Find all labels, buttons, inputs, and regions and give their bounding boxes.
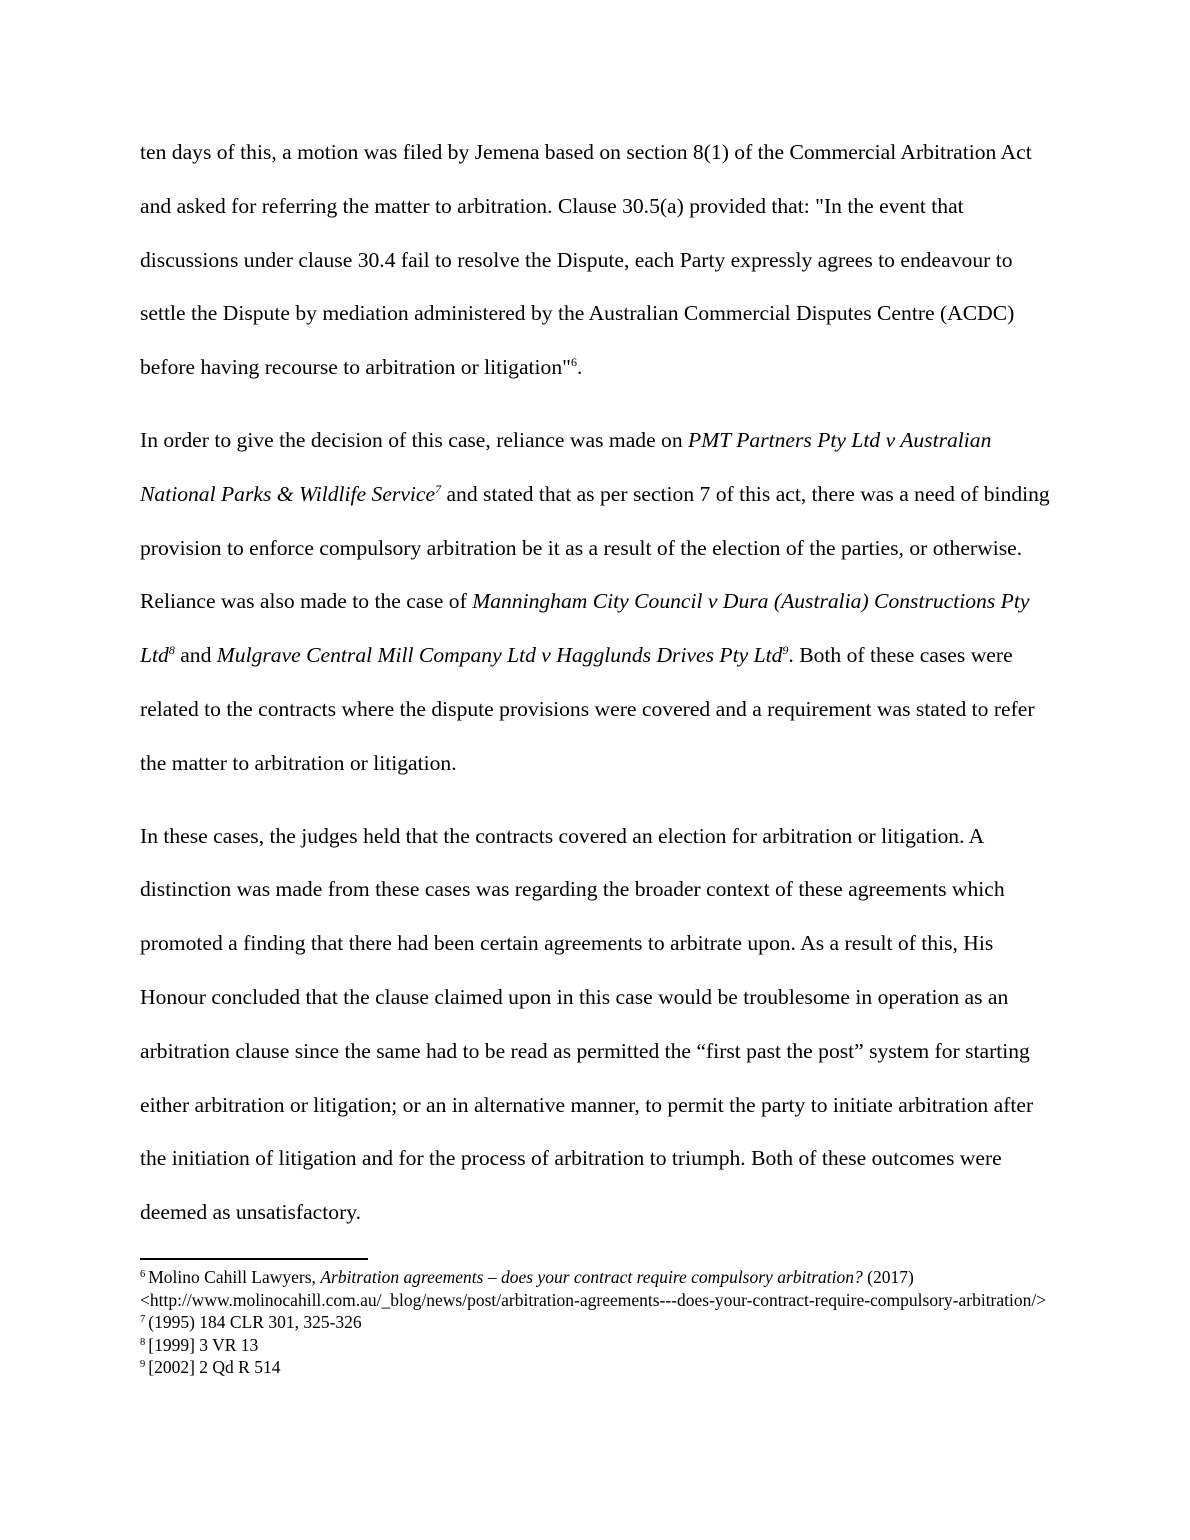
paragraph-text: . Both of these cases were related to the contracts where the dispute provisions were covered and a requirement was stated to refer the matter to arbitration or litigation. — [140, 643, 1035, 775]
footnote-number: 8 — [140, 1336, 146, 1348]
paragraph-text: . — [576, 355, 583, 380]
footnote-link[interactable]: (2017) <http://www.molinocahill.com.au/_blog/news/post/arbitration-agreements---does-your-contract-require-compulsory-arbitration/> — [140, 1267, 1047, 1310]
case-name-manningham: Manningham City Council v Dura (Australia) Constructions Pty Ltd — [140, 589, 1030, 668]
case-name-pmt-partners: PMT Partners Pty Ltd v Australian National Parks & Wildlife Service — [140, 427, 992, 506]
footnote-7 — [140, 1311, 1052, 1334]
footnote-text: [1999] 3 VR 13 — [148, 1334, 259, 1355]
footnote-number: 7 — [140, 1314, 146, 1325]
footnote-title: Arbitration agreements – does your contract require compulsory arbitration? — [320, 1267, 863, 1287]
paragraph-2 — [140, 414, 1052, 791]
footnote-8 — [140, 1334, 1052, 1357]
footnote-ref-7: 7 — [435, 481, 442, 496]
footnote-text: [2002] 2 Qd R 514 — [148, 1357, 281, 1377]
footnote-text: Molino Cahill Lawyers, — [148, 1267, 321, 1287]
footnotes — [140, 1266, 1052, 1379]
paragraph-text: In these cases, the judges held that the contracts covered an election for arbitration or litigation. A distinction was made from these cases was regarding the broader context of these agreements which promoted a finding that there had been certain agreements to arbitrate upon. As a result of this, His Honour concluded that the clause claimed upon in this case would be troublesome in operation as an arbitration clause since the same had to be read as permitted the “first past the post” system for starting either arbitration or litigation; or an in alternative manner, to permit the party to initiate arbitration after the initiation of litigation and for the process of arbitration to triumph. Both of these outcomes were deemed as unsatisfactory. — [140, 823, 1034, 1225]
footnote-ref-9: 9 — [782, 643, 789, 658]
footnote-number: 9 — [140, 1359, 146, 1370]
footnote-9 — [140, 1356, 1052, 1379]
paragraph-text: and stated that as per section 7 of this act, there was a need of binding provision to enforce compulsory arbitration be it as a result of the election of the parties, or otherwise. Reliance was also made to the case of — [140, 481, 1050, 614]
document-body — [140, 126, 1052, 1240]
paragraph-1 — [140, 126, 1052, 395]
footnote-separator — [140, 1258, 368, 1260]
footnote-ref-8: 8 — [168, 643, 175, 658]
paragraph-3 — [140, 810, 1052, 1240]
paragraph-text: and — [174, 643, 217, 668]
paragraph-text: In order to give the decision of this case, reliance was made on — [140, 427, 689, 452]
case-name-mulgrave: Mulgrave Central Mill Company Ltd v Hagglunds Drives Pty Ltd — [216, 643, 783, 668]
footnote-number: 6 — [140, 1269, 146, 1280]
footnote-6 — [140, 1266, 1052, 1311]
footnote-ref-6: 6 — [570, 355, 577, 370]
paragraph-text: ten days of this, a motion was filed by Jemena based on section 8(1) of the Commercial Arbitration Act and asked for referring the matter to arbitration. Clause 30.5(a) provided that: "In the event that discussions under clause 30.4 fail to resolve the Dispute, each Party expressly agrees to endeavour to settle the Dispute by mediation administered by the Australian Commercial Disputes Centre (ACDC) before having recourse to arbitration or litigation" — [140, 140, 1032, 380]
footnote-text: (1995) 184 CLR 301, 325-326 — [148, 1312, 362, 1332]
